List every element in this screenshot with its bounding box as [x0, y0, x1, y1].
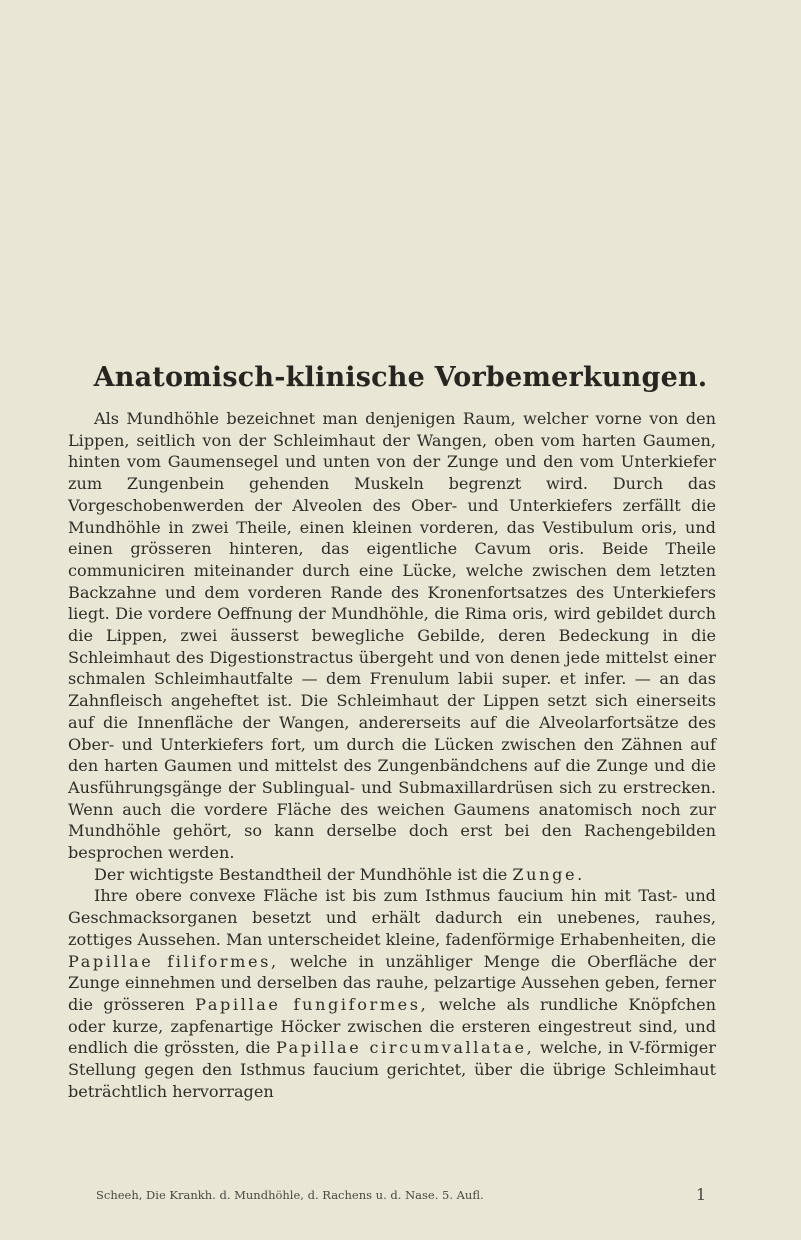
paragraph-papillae [68, 885, 716, 1102]
spaced-term-fungiformes: Papillae fungiformes, [195, 994, 429, 1014]
signature-mark: 1 [695, 1185, 706, 1204]
paragraph-papillae-text-1: Ihre obere convexe Fläche ist bis zum Isthmus faucium hin mit Tast- und Geschmacksorganen besetzt und erhält dadurch ein unebenes, rauhes, zottiges Aussehen. Man unterscheidet kleine, fadenförmige Erhabenheiten, die [68, 886, 716, 949]
page-footer [96, 1185, 706, 1204]
paragraph-papillae-text-2: welche in unzähliger Menge die Oberfläche der Zunge einnehmen und derselben das rauhe, pelzartige Aussehen geben, ferner die grösseren [68, 951, 716, 1014]
paragraph-papillae-text-4: welche, in V-förmiger Stellung gegen den Isthmus faucium gerichtet, über die übrige Schleimhaut beträchtlich hervorragen [68, 1038, 716, 1101]
paragraph-mundhoehle: Als Mundhöhle bezeichnet man denjenigen Raum, welcher vorne von den Lippen, seitlich von der Schleimhaut der Wangen, oben vom harten Gaumen, hinten vom Gaumensegel und unten von der Zunge und den vom Unterkiefer zum Zungenbein gehenden Muskeln begrenzt wird. Durch das Vorgeschobenwerden der Alveolen des Ober- und Unterkiefers zerfällt die Mundhöhle in zwei Theile, einen kleinen vorderen, das Vestibulum oris, und einen grösseren hinteren, das eigentliche Cavum oris. Beide Theile communiciren miteinander durch eine Lücke, welche zwischen dem letzten Backzahne und dem vorderen Rande des Kronenfortsatzes des Unterkiefers liegt. Die vordere Oeffnung der Mundhöhle, die Rima oris, wird gebildet durch die Lippen, zwei äusserst bewegliche Gebilde, deren Bedeckung in die Schleimhaut des Digestionstractus übergeht und von denen jede mittelst einer schmalen Schleimhautfalte — dem Frenulum labii super. et infer. — an das Zahnfleisch angeheftet ist. Die Schleimhaut der Lippen setzt sich einerseits auf die Innenfläche der Wangen, andererseits auf die Alveolarfortsätze des Ober- und Unterkiefers fort, um durch die Lücken zwischen den Zähnen auf den harten Gaumen und mittelst des Zungenbändchens auf die Zunge und die Ausführungsgänge der Sublingual- und Submaxillardrüsen sich zu erstrecken. Wenn auch die vordere Fläche des weichen Gaumens anatomisch noch zur Mundhöhle gehört, so kann derselbe doch erst bei den Rachengebilden besprochen werden. [68, 409, 716, 863]
paragraph-papillae-text-3: welche als rundliche Knöpfchen oder kurze, zapfenartige Höcker zwischen die ersteren eingestreut sind, und endlich die grössten, die [68, 994, 716, 1058]
spaced-term-zunge: Zunge. [512, 864, 585, 884]
footer-citation: Scheeh, Die Krankh. d. Mundhöhle, d. Rachens u. d. Nase. 5. Aufl. [96, 1188, 484, 1202]
paragraph-zunge-intro [68, 864, 716, 886]
spaced-term-circumvallatae: Papillae circumvallatae, [275, 1038, 535, 1058]
paragraph-zunge-intro-text: Der wichtigste Bestandtheil der Mundhöhle ist die [94, 864, 508, 884]
chapter-title: Anatomisch-klinische Vorbemerkungen. [93, 362, 708, 393]
spaced-term-filiformes: Papillae filiformes, [68, 951, 279, 971]
body-text [68, 408, 716, 1103]
